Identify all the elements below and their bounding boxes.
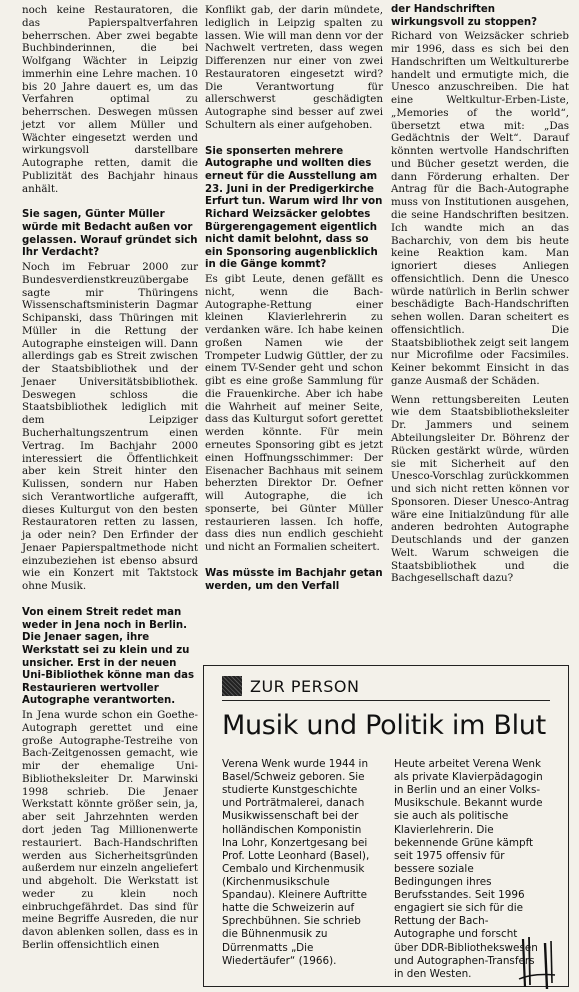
kicker-label: ZUR PERSON xyxy=(250,676,360,696)
interview-question: Von einem Streit redet man weder in Jena noch in Berlin. Die Jenaer sagen, ihre Werkstatt sei zu klein und zu unsicher. Erst in der neuen Uni-Bibliothek könne man das Restaurieren wertvoller Autographe verantworten. xyxy=(22,606,195,707)
interview-answer: Richard von Weizsäcker schrieb mir 1996, dass es sich bei den Handschriften um Weltkulturerbe handelt und ermutigte mich, die Unesco anzuschreiben. Die hat eine Weltkultur-Erben-Liste, „Memories of the world“, übersetzt etwa mit: „Das Gedächtnis der Welt“. Darauf könnten wertvolle Handschriften und Bücher gesetzt werden, die dann Förderung erhalten. Der Antrag für die Bach-Autographe muss von Institutionen ausgehen, die seine Handschriften besitzen. Ich wandte mich an das Bacharchiv, von dem bis heute keine Reaktion kam. Man ignoriert dieses Anliegen offensichtlich. Denn die Unesco würde natürlich in Berlin schwer beschädigte Bach-Handschriften sehen wollen. Daran scheitert es offensichtlich. Die Staatsbibliothek zeigt seit langem nur Microfilme oder Facsimiles. Keiner bekommt Einsicht in das ganze Ausmaß der Schäden. xyxy=(391,30,569,387)
sidebar-column-2: Heute arbeitet Verena Wenk als private Klavierpädagogin in Berlin und an einer Volks-Musikschule. Bekannt wurde sie auch als politische Klavierlehrerin. Die bekennende Grüne kämpft seit 1975 offensiv für bessere soziale Bedingungen ihres Berufsstandes. Seit 1996 engagiert sie sich für die Rettung der Bach-Autographe und forscht über DDR-Bibliothekswesen und Autographen-Transfers in den Westen. xyxy=(394,758,543,980)
square-icon xyxy=(222,676,242,696)
interview-question: Sie sagen, Günter Müller würde mit Bedacht außen vor gelassen. Worauf gründet sich Ihr Verdacht? xyxy=(22,209,198,259)
interview-question: Was müsste im Bachjahr getan werden, um den Verfall xyxy=(205,567,383,592)
interview-question-continued: der Handschriften wirkungsvoll zu stoppen? xyxy=(391,4,538,28)
interview-question: Sie sponserten mehrere Autographe und wollten dies erneut für die Ausstellung am 23. Juni in der Predigerkirche Erfurt tun. Warum wird Ihr von Richard Weizsäcker gelobtes Bürgerengagement eigentlich nicht damit belohnt, dass so ein Sponsoring augenblicklich in die Gänge kommt? xyxy=(205,145,383,271)
handwritten-marks xyxy=(515,935,563,990)
paragraph-intro: noch keine Restauratoren, die das Papierspaltverfahren beherrschen. Aber zwei begabte Buchbinderinnen, die bei Wolfgang Wächter in Leipzig immerhin eine Lehre machen. 10 bis 20 Jahre dauert es, um das Verfahren optimal zu beherrschen. Deswegen müssen jetzt vor allem Müller und Wächter eingesetzt werden und wirkungsvoll darstellbare Autographe retten, damit die Publizität des Bachjahr hinaus anhält. xyxy=(22,4,198,195)
sidebar-column-1: Verena Wenk wurde 1944 in Basel/Schweiz geboren. Sie studierte Kunstgeschichte und Porträtmalerei, danach Musikwissenschaft bei der holländischen Komponistin Ina Lohr, Konzertgesang bei Prof. Lotte Leonhard (Basel), Cembalo und Kirchenmusik (Kirchenmusikschule Spandau). Kleinere Auftritte hatte die Schweizerin auf Sprechbühnen. Sie schrieb die Bühnenmusik zu Dürrenmatts „Die Wiedertäufer“ (1966). xyxy=(222,758,370,967)
interview-answer: In Jena wurde schon ein Goethe-Autograph gerettet und eine große Autographe-Testreihe von Bach-Zeitgenossen gemacht, wie mir der ehemalige Uni-Bibliotheksleiter Dr. Marwinski 1998 schrieb. Die Jenaer Werkstatt könnte größer sein, ja, aber seit Jahrzehnten werden dort jeden Tag Millionenwerte restauriert. Bach-Handschriften werden aus Sicherheitsgründen außerdem nur einzeln angeliefert und abgeholt. Die Werkstatt ist weder zu klein noch einbruchgefährdet. Das sind für meine Begriffe Ausreden, die nur davon ablenken sollen, dass es in Berlin offensichtlich einen xyxy=(22,709,198,951)
paragraph-intro: Konflikt gab, der darin mündete, lediglich in Leipzig spalten zu lassen. Wie will man denn vor der Nachwelt vertreten, dass wegen Differenzen nur einer von zwei Restauratoren eingesetzt wird? Die Verantwortung für allerschwerst geschädigten Autographe sind besser auf zwei Schultern als einer aufgehoben. xyxy=(205,4,383,131)
interview-answer: Wenn rettungsbereiten Leuten wie dem Staatsbibliotheksleiter Dr. Jammers und seinem Abteilungsleiter Dr. Böhrenz der Rücken gestärkt würde, würden sie mit Sicherheit auf den Unesco-Vorschlag zurückkommen und sich nicht retten können vor Sponsoren. Dieser Unesco-Antrag wäre eine Initialzündung für alle anderen bedrohten Autographe Deutschlands und der ganzen Welt. Warum schweigen die Staatsbibliothek und die Bachgesellschaft dazu? xyxy=(391,393,569,585)
interview-answer: Noch im Februar 2000 zur Bundesverdienstkreuzübergabe sagte mir Thüringens Wissenschaftsministerin Dagmar Schipanski, dass Thüringen mit Müller in die Rettung der Autographe einsteigen will. Dann allerdings gab es Streit zwischen der Staatsbibliothek und der Jenaer Universitätsbibliothek. Deswegen schloss die Staatsbibliothek lediglich mit dem Leipziger Bucherhaltungszentrum einen Vertrag. Im Bachjahr 2000 interessiert die Öffentlichkeit aber kein Streit hinter den Kulissen, sondern nur Haben sich Verantwortliche aufgerafft, dieses Kulturgut von den besten Restauratoren retten zu lassen, ja oder nein? Den Erfinder der Jenaer Papierspaltmethode nicht einzubeziehen ist ebenso absurd wie ein Konzert mit Taktstock ohne Musik. xyxy=(22,261,198,593)
kicker-divider xyxy=(222,700,550,701)
article-column-3 xyxy=(391,4,569,585)
article-column-1 xyxy=(22,4,198,952)
section-kicker xyxy=(222,676,359,696)
sidebar-headline: Musik und Politik im Blut xyxy=(222,710,546,741)
article-column-2 xyxy=(205,4,383,594)
interview-answer: Es gibt Leute, denen gefällt es nicht, wenn die Bach-Autographe-Rettung einer kleinen Klavierlehrerin zu verdanken wäre. Ich habe keinen großen Namen wie der Trompeter Ludwig Güttler, der zu einem TV-Sender geht und schon gibt es eine große Sammlung für die Frauenkirche. Aber ich habe die Wahrheit auf meiner Seite, dass das Kulturgut sofort gerettet werden könnte. Für mein erneutes Sponsoring gibt es jetzt einen Hoffnungsschimmer: Der Eisenacher Bachhaus mit seinem beherzten Direktor Dr. Oefner will Autographe, die ich sponserte, bei Günter Müller restaurieren lassen. Ich hoffe, dass dies nun endlich geschieht und nicht an Formalien scheitert. xyxy=(205,273,383,554)
